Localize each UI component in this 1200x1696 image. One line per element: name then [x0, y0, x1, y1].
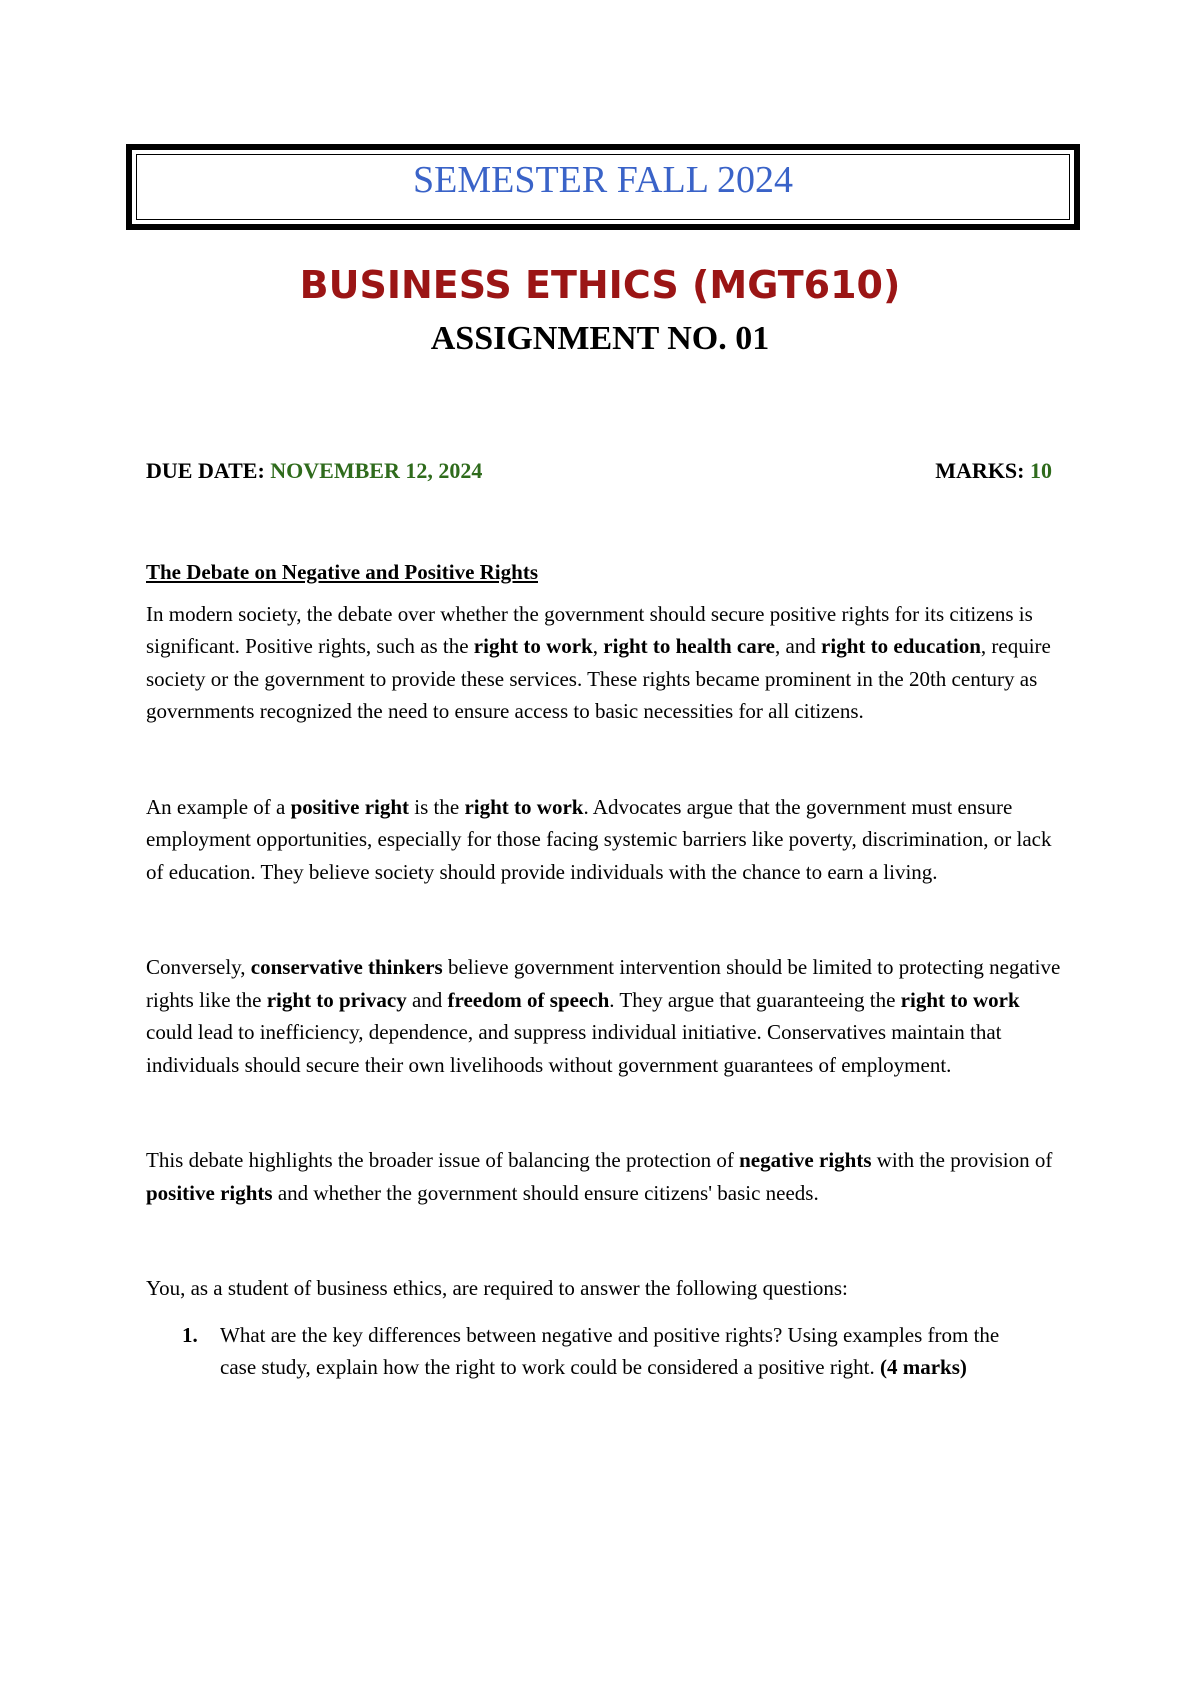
- text-run: , require society or the government to provide these services. These rights became prominent in the 20th century as governments recognized the need to ensure access to basic necessities for all citizens.: [146, 634, 1051, 723]
- bold-term: right to education: [821, 634, 981, 658]
- questions-intro: You, as a student of business ethics, are required to answer the following questions:: [146, 1276, 848, 1300]
- due-date-value: NOVEMBER 12, 2024: [270, 458, 483, 483]
- bold-term: conservative thinkers: [250, 955, 443, 979]
- semester-box-inner: [136, 154, 1070, 220]
- text-run: ,: [592, 634, 604, 658]
- section-heading: The Debate on Negative and Positive Rights: [146, 560, 538, 584]
- paragraph-4: [146, 1144, 1062, 1209]
- bold-term: negative rights: [739, 1148, 872, 1172]
- question-text-run: What are the key differences between negative and positive rights? Using examples from the case study, explain how the right to work could be considered a positive right.: [220, 1322, 1000, 1379]
- question-number: 1.: [182, 1322, 198, 1347]
- text-run: could lead to inefficiency, dependence, and suppress individual initiative. Conservatives maintain that individuals should secure their own livelihoods without government guarantees of employment.: [146, 1020, 1002, 1077]
- bold-term: positive right: [290, 794, 410, 819]
- bold-term: positive rights: [146, 1180, 273, 1205]
- semester-box: [126, 144, 1080, 230]
- paragraph-2: [146, 791, 1062, 889]
- question-marks: (4 marks): [879, 1355, 967, 1379]
- due-date-label: DUE DATE:: [146, 458, 265, 483]
- bold-term: right to work: [473, 634, 593, 658]
- marks-value: 10: [1030, 458, 1052, 483]
- paragraph-3: [146, 951, 1062, 1081]
- text-run: and: [406, 987, 448, 1012]
- semester-title: SEMESTER FALL 2024: [412, 159, 794, 201]
- course-title: BUSINESS ETHICS (MGT610): [299, 263, 901, 307]
- text-run: An example of a: [146, 794, 291, 819]
- assignment-title: ASSIGNMENT NO. 01: [430, 320, 770, 357]
- text-run: . They argue that guaranteeing the: [609, 987, 901, 1012]
- bold-term: right to health care: [603, 634, 775, 658]
- text-run: believe government intervention should be limited to protecting negative rights like the: [146, 955, 1061, 1012]
- question-item: [146, 1319, 1062, 1384]
- text-run: and whether the government should ensure citizens' basic needs.: [272, 1180, 819, 1205]
- text-run: This debate highlights the broader issue of balancing the protection of: [146, 1148, 740, 1172]
- marks: [935, 458, 1052, 484]
- text-run: is the: [409, 794, 465, 819]
- paragraph-1: [146, 598, 1062, 728]
- bold-term: right to work: [464, 794, 584, 819]
- bold-term: right to privacy: [266, 987, 407, 1012]
- meta-row: [146, 458, 1052, 484]
- text-run: . Advocates argue that the government must ensure employment opportunities, especially for those facing systemic barriers like poverty, discrimination, or lack of education. They believe society should provide individuals with the chance to earn a living.: [146, 794, 1052, 884]
- document-body: [146, 556, 1062, 1384]
- text-run: In modern society, the debate over whether the government should secure positive rights for its citizens is significant. Positive rights, such as the: [146, 601, 1033, 658]
- text-run: , and: [774, 634, 822, 658]
- text-run: with the provision of: [871, 1148, 1053, 1172]
- text-run: Conversely,: [146, 955, 251, 979]
- bold-term: right to work: [900, 987, 1020, 1012]
- question-text: [220, 1319, 1062, 1384]
- bold-term: freedom of speech: [447, 987, 610, 1012]
- marks-label: MARKS:: [935, 458, 1025, 483]
- question-list: [146, 1319, 1062, 1384]
